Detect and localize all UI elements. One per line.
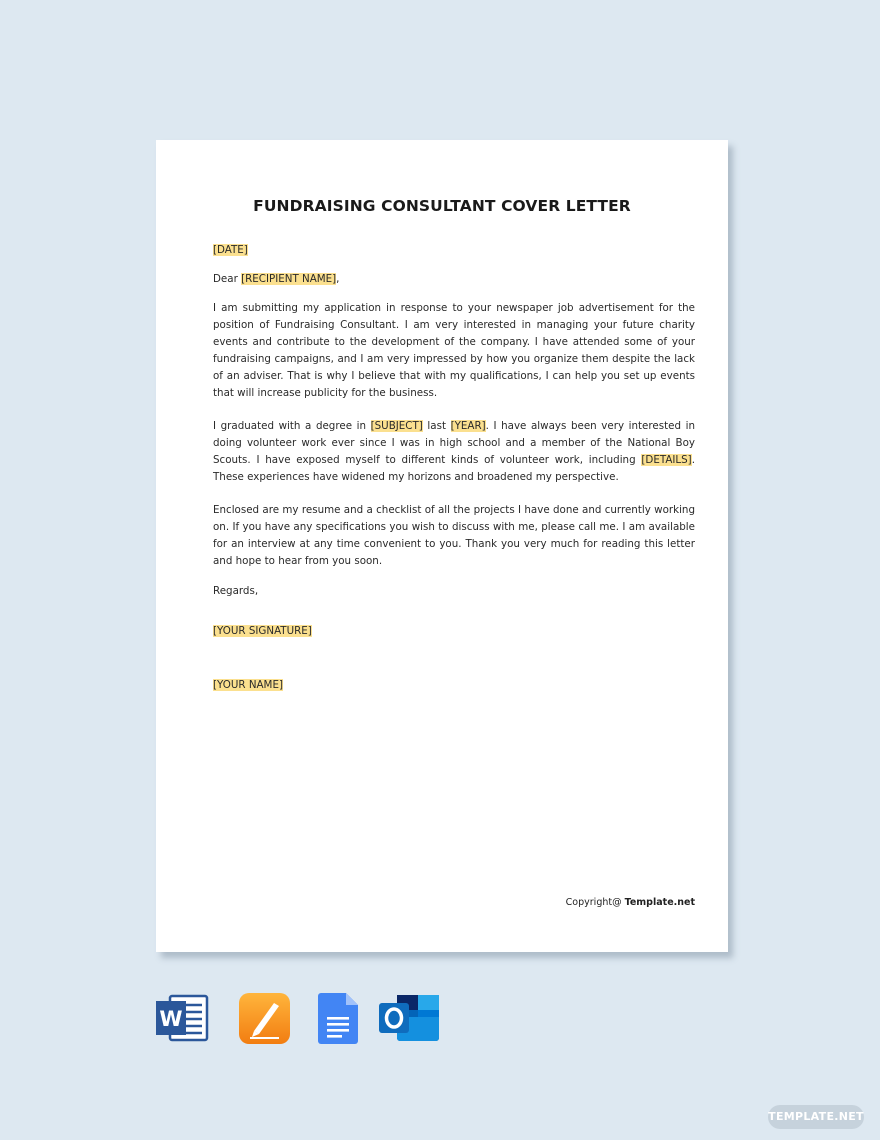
date-placeholder: [DATE] — [213, 244, 248, 256]
subject-placeholder: [SUBJECT] — [370, 420, 423, 432]
signature-line — [213, 623, 695, 640]
google-docs-icon[interactable] — [318, 993, 358, 1044]
name-placeholder: [YOUR NAME] — [213, 679, 283, 691]
letter-page — [156, 140, 728, 952]
microsoft-outlook-icon[interactable] — [379, 993, 439, 1043]
paragraph-education-text-2: last — [422, 420, 451, 432]
salutation — [213, 271, 695, 288]
closing: Regards, — [213, 585, 259, 597]
microsoft-word-icon[interactable] — [156, 993, 210, 1043]
salutation-suffix: , — [336, 273, 340, 285]
name-line — [213, 677, 695, 694]
apple-pages-icon[interactable] — [239, 993, 290, 1044]
copyright-notice — [566, 897, 695, 908]
word-icon-letter: W — [159, 1007, 183, 1031]
paragraph-enclosure: Enclosed are my resume and a checklist of all the projects I have done and currently working on. If you have any specifications you wish to discuss with me, please call me. I am available for an interview at any time convenient to you. Thank you very much for reading this letter and hope to hear from you soon. — [213, 504, 695, 567]
letter-title: FUNDRAISING CONSULTANT COVER LETTER — [253, 197, 631, 215]
paragraph-application: I am submitting my application in response to your newspaper job advertisement for the position of Fundraising Consultant. I am very interested in managing your future charity events and contribute to the development of the company. I have attended some of your fundraising campaigns, and I am very impressed by how you organize them despite the lack of an adviser. That is why I believe that with my qualifications, I can help you set up events that will increase publicity for the business. — [213, 302, 695, 399]
copyright-site: Template.net — [624, 897, 695, 908]
paragraph-education-text-1: I graduated with a degree in — [213, 420, 371, 432]
letter-body — [213, 242, 695, 694]
paragraph-education-text-3: . I have always been very interested in doing volunteer work ever since I was in high school and a member of the National Boy Scouts. I have exposed myself to different kinds of volunteer work, including — [213, 420, 695, 466]
paragraph-education-text-4: . These experiences have widened my horizons and broadened my perspective. — [213, 454, 695, 483]
salutation-prefix: Dear — [213, 273, 242, 285]
signature-placeholder: [YOUR SIGNATURE] — [213, 625, 312, 637]
copyright-prefix: Copyright@ — [565, 897, 625, 908]
year-placeholder: [YEAR] — [450, 420, 486, 432]
paragraph-education — [213, 418, 695, 486]
recipient-placeholder: [RECIPIENT NAME] — [241, 273, 337, 285]
date-line — [213, 242, 695, 259]
details-placeholder: [DETAILS] — [641, 454, 692, 466]
template-net-badge[interactable]: TEMPLATE.NET — [768, 1105, 864, 1129]
